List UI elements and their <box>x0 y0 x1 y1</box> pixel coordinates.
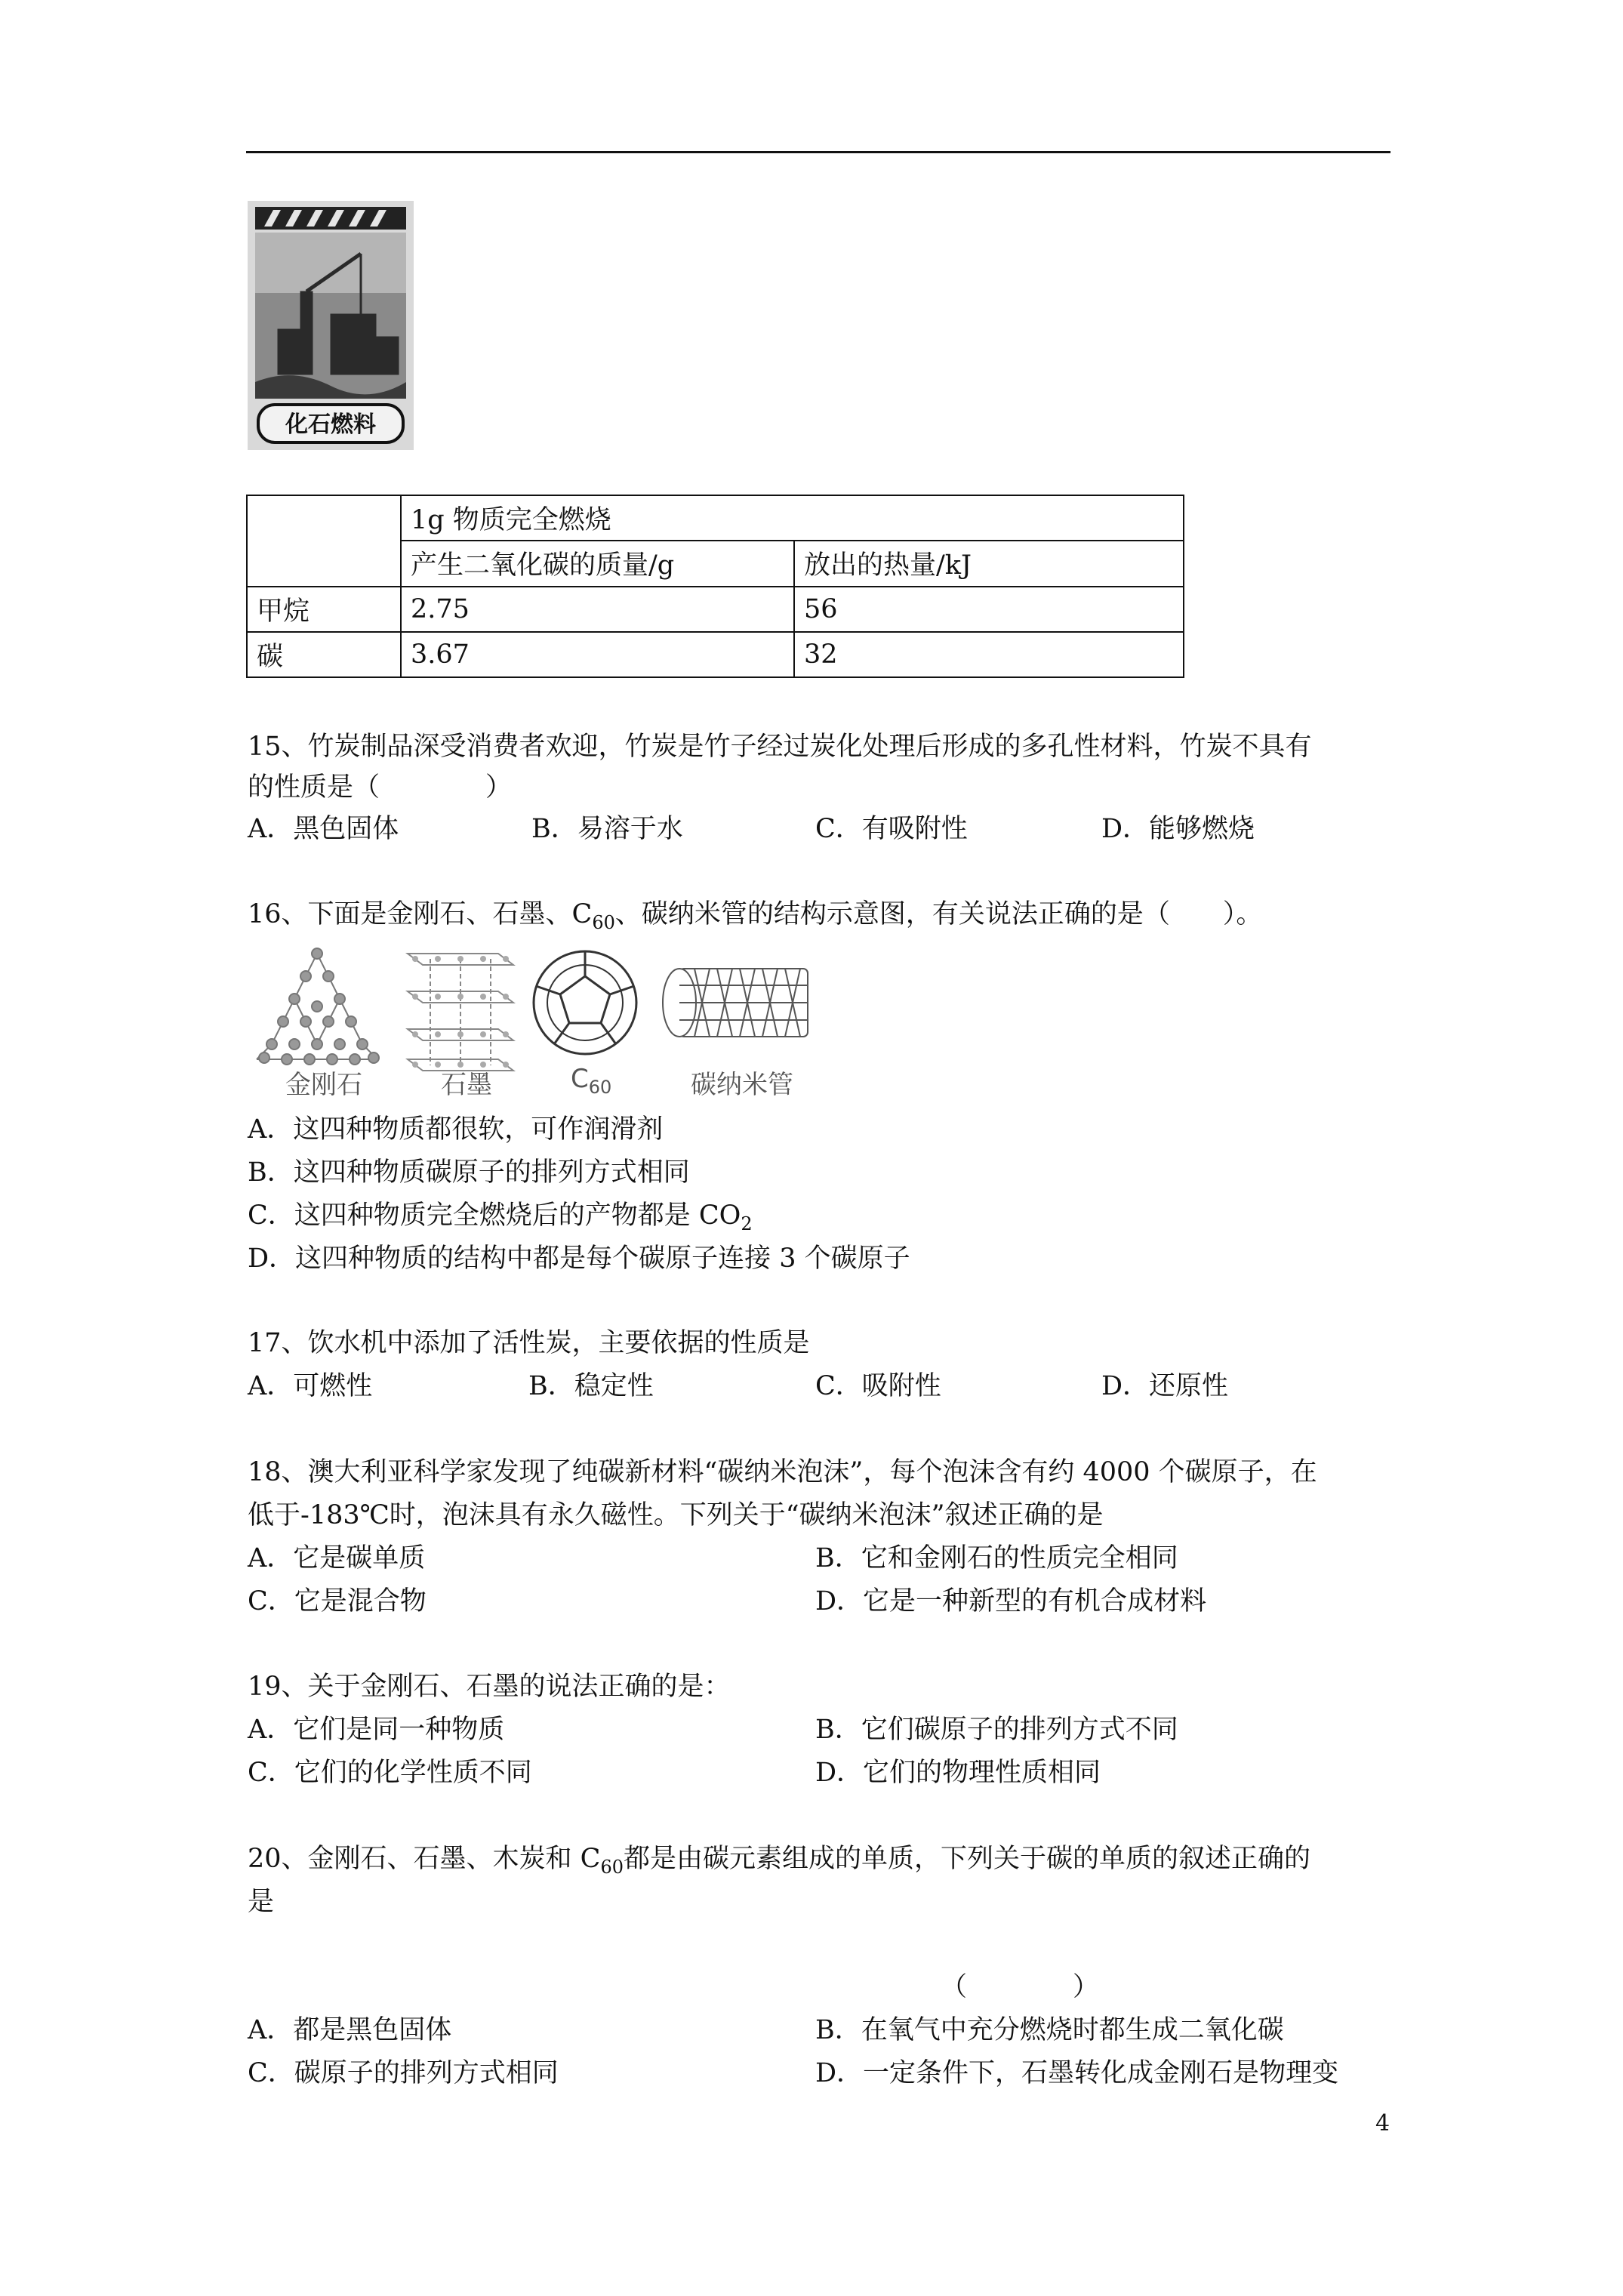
q20-stem-part-b: 都是由碳元素组成的单质，下列关于碳的单质的叙述正确的 <box>624 1844 1311 1874</box>
q16-option-c <box>248 1194 753 1237</box>
q15-stem-line1: 15、竹炭制品深受消费者欢迎，竹炭是竹子经过炭化处理后形成的多孔性材料，竹炭不具有 <box>248 732 1312 762</box>
figure-label-graphite: 石墨 <box>441 1070 492 1100</box>
q16-option-b: B．这四种物质碳原子的排列方式相同 <box>248 1157 690 1188</box>
q17-stem: 17、饮水机中添加了活性炭，主要依据的性质是 <box>248 1328 810 1358</box>
q16-stem-part-b: 、碳纳米管的结构示意图，有关说法正确的是（ ）。 <box>614 899 1263 929</box>
table-cell-name: 碳 <box>247 632 401 677</box>
q17-option-c: C．吸附性 <box>815 1371 941 1401</box>
table-group-header: 1g 物质完全燃烧 <box>401 495 1184 541</box>
header-rule <box>246 151 1390 153</box>
q15-stem-line2: 的性质是（ ） <box>248 772 513 803</box>
q20-stem <box>248 1838 1310 1880</box>
q17-option-a: A．可燃性 <box>248 1371 373 1401</box>
table-header-co2: 产生二氧化碳的质量/g <box>401 541 794 586</box>
table-row <box>247 632 1184 677</box>
figure-label-c60 <box>571 1064 612 1098</box>
figure-label-c60-main: C <box>571 1064 589 1094</box>
q16-option-c-text: C．这四种物质完全燃烧后的产物都是 CO <box>248 1200 741 1231</box>
table-header-heat: 放出的热量/kJ <box>794 541 1184 586</box>
q16-option-d: D．这四种物质的结构中都是每个碳原子连接 3 个碳原子 <box>248 1244 910 1274</box>
q20-answer-blank: （ ） <box>941 1972 1100 2002</box>
carbon-structures-figure <box>249 938 823 1109</box>
q15-option-a: A．黑色固体 <box>248 814 399 844</box>
q20-option-a: A．都是黑色固体 <box>248 2015 452 2045</box>
graphite-structure <box>408 954 513 1071</box>
q18-option-b: B．它和金刚石的性质完全相同 <box>815 1543 1178 1573</box>
table-cell-co2: 2.75 <box>401 587 794 632</box>
q18-option-a: A．它是碳单质 <box>248 1543 426 1573</box>
q19-option-d: D．它们的物理性质相同 <box>815 1758 1101 1788</box>
q15-option-c: C．有吸附性 <box>815 814 968 844</box>
q16-stem <box>248 893 1262 935</box>
table-cell-heat: 56 <box>794 587 1184 632</box>
q20-option-d: D．一定条件下，石墨转化成金刚石是物理变 <box>815 2058 1339 2088</box>
q19-option-a: A．它们是同一种物质 <box>248 1715 505 1745</box>
table-cell-name: 甲烷 <box>247 587 401 632</box>
diamond-structure <box>257 948 379 1065</box>
q18-stem-line2: 低于-183℃时，泡沫具有永久磁性。下列关于“碳纳米泡沫”叙述正确的是 <box>248 1500 1104 1530</box>
q16-stem-part-a: 16、下面是金刚石、石墨、C <box>248 899 593 929</box>
table-corner-cell <box>247 495 401 587</box>
table-row <box>247 587 1184 632</box>
figure-label-nanotube: 碳纳米管 <box>691 1070 793 1100</box>
q19-option-b: B．它们碳原子的排列方式不同 <box>815 1715 1178 1745</box>
q18-option-c: C．它是混合物 <box>248 1586 427 1616</box>
q19-option-c: C．它们的化学性质不同 <box>248 1758 532 1788</box>
q15-option-b: B．易溶于水 <box>531 814 683 844</box>
q20-option-c: C．碳原子的排列方式相同 <box>248 2058 559 2088</box>
q17-option-d: D．还原性 <box>1101 1371 1229 1401</box>
q18-stem-line1: 18、澳大利亚科学家发现了纯碳新材料“碳纳米泡沫”，每个泡沫含有约 4000 个碳原子，在 <box>248 1457 1317 1487</box>
fossil-photo-caption: 化石燃料 <box>285 411 376 438</box>
q16-option-c-subscript: 2 <box>741 1213 753 1234</box>
fossil-fuel-photo <box>248 201 414 450</box>
q20-stem-subscript: 60 <box>600 1857 624 1878</box>
q20-option-b: B．在氧气中充分燃烧时都生成二氧化碳 <box>815 2015 1284 2045</box>
q18-option-d: D．它是一种新型的有机合成材料 <box>815 1586 1207 1616</box>
table-cell-co2: 3.67 <box>401 632 794 677</box>
q17-option-b: B．稳定性 <box>528 1371 654 1401</box>
nanotube-structure <box>663 969 808 1037</box>
figure-label-c60-subscript: 60 <box>588 1077 612 1098</box>
c60-structure <box>534 951 636 1054</box>
q15-option-d: D．能够燃烧 <box>1101 814 1255 844</box>
table-cell-heat: 32 <box>794 632 1184 677</box>
q20-stem-line2: 是 <box>248 1887 275 1917</box>
page-number: 4 <box>1375 2110 1390 2137</box>
q20-stem-part-a: 20、金刚石、石墨、木炭和 C <box>248 1844 601 1874</box>
figure-label-diamond: 金刚石 <box>285 1070 362 1100</box>
table-header-row <box>247 495 1184 541</box>
q19-stem: 19、关于金刚石、石墨的说法正确的是： <box>248 1672 731 1702</box>
q16-stem-subscript: 60 <box>592 912 615 933</box>
combustion-data-table <box>246 495 1184 678</box>
q16-option-a: A．这四种物质都很软，可作润滑剂 <box>248 1114 664 1145</box>
